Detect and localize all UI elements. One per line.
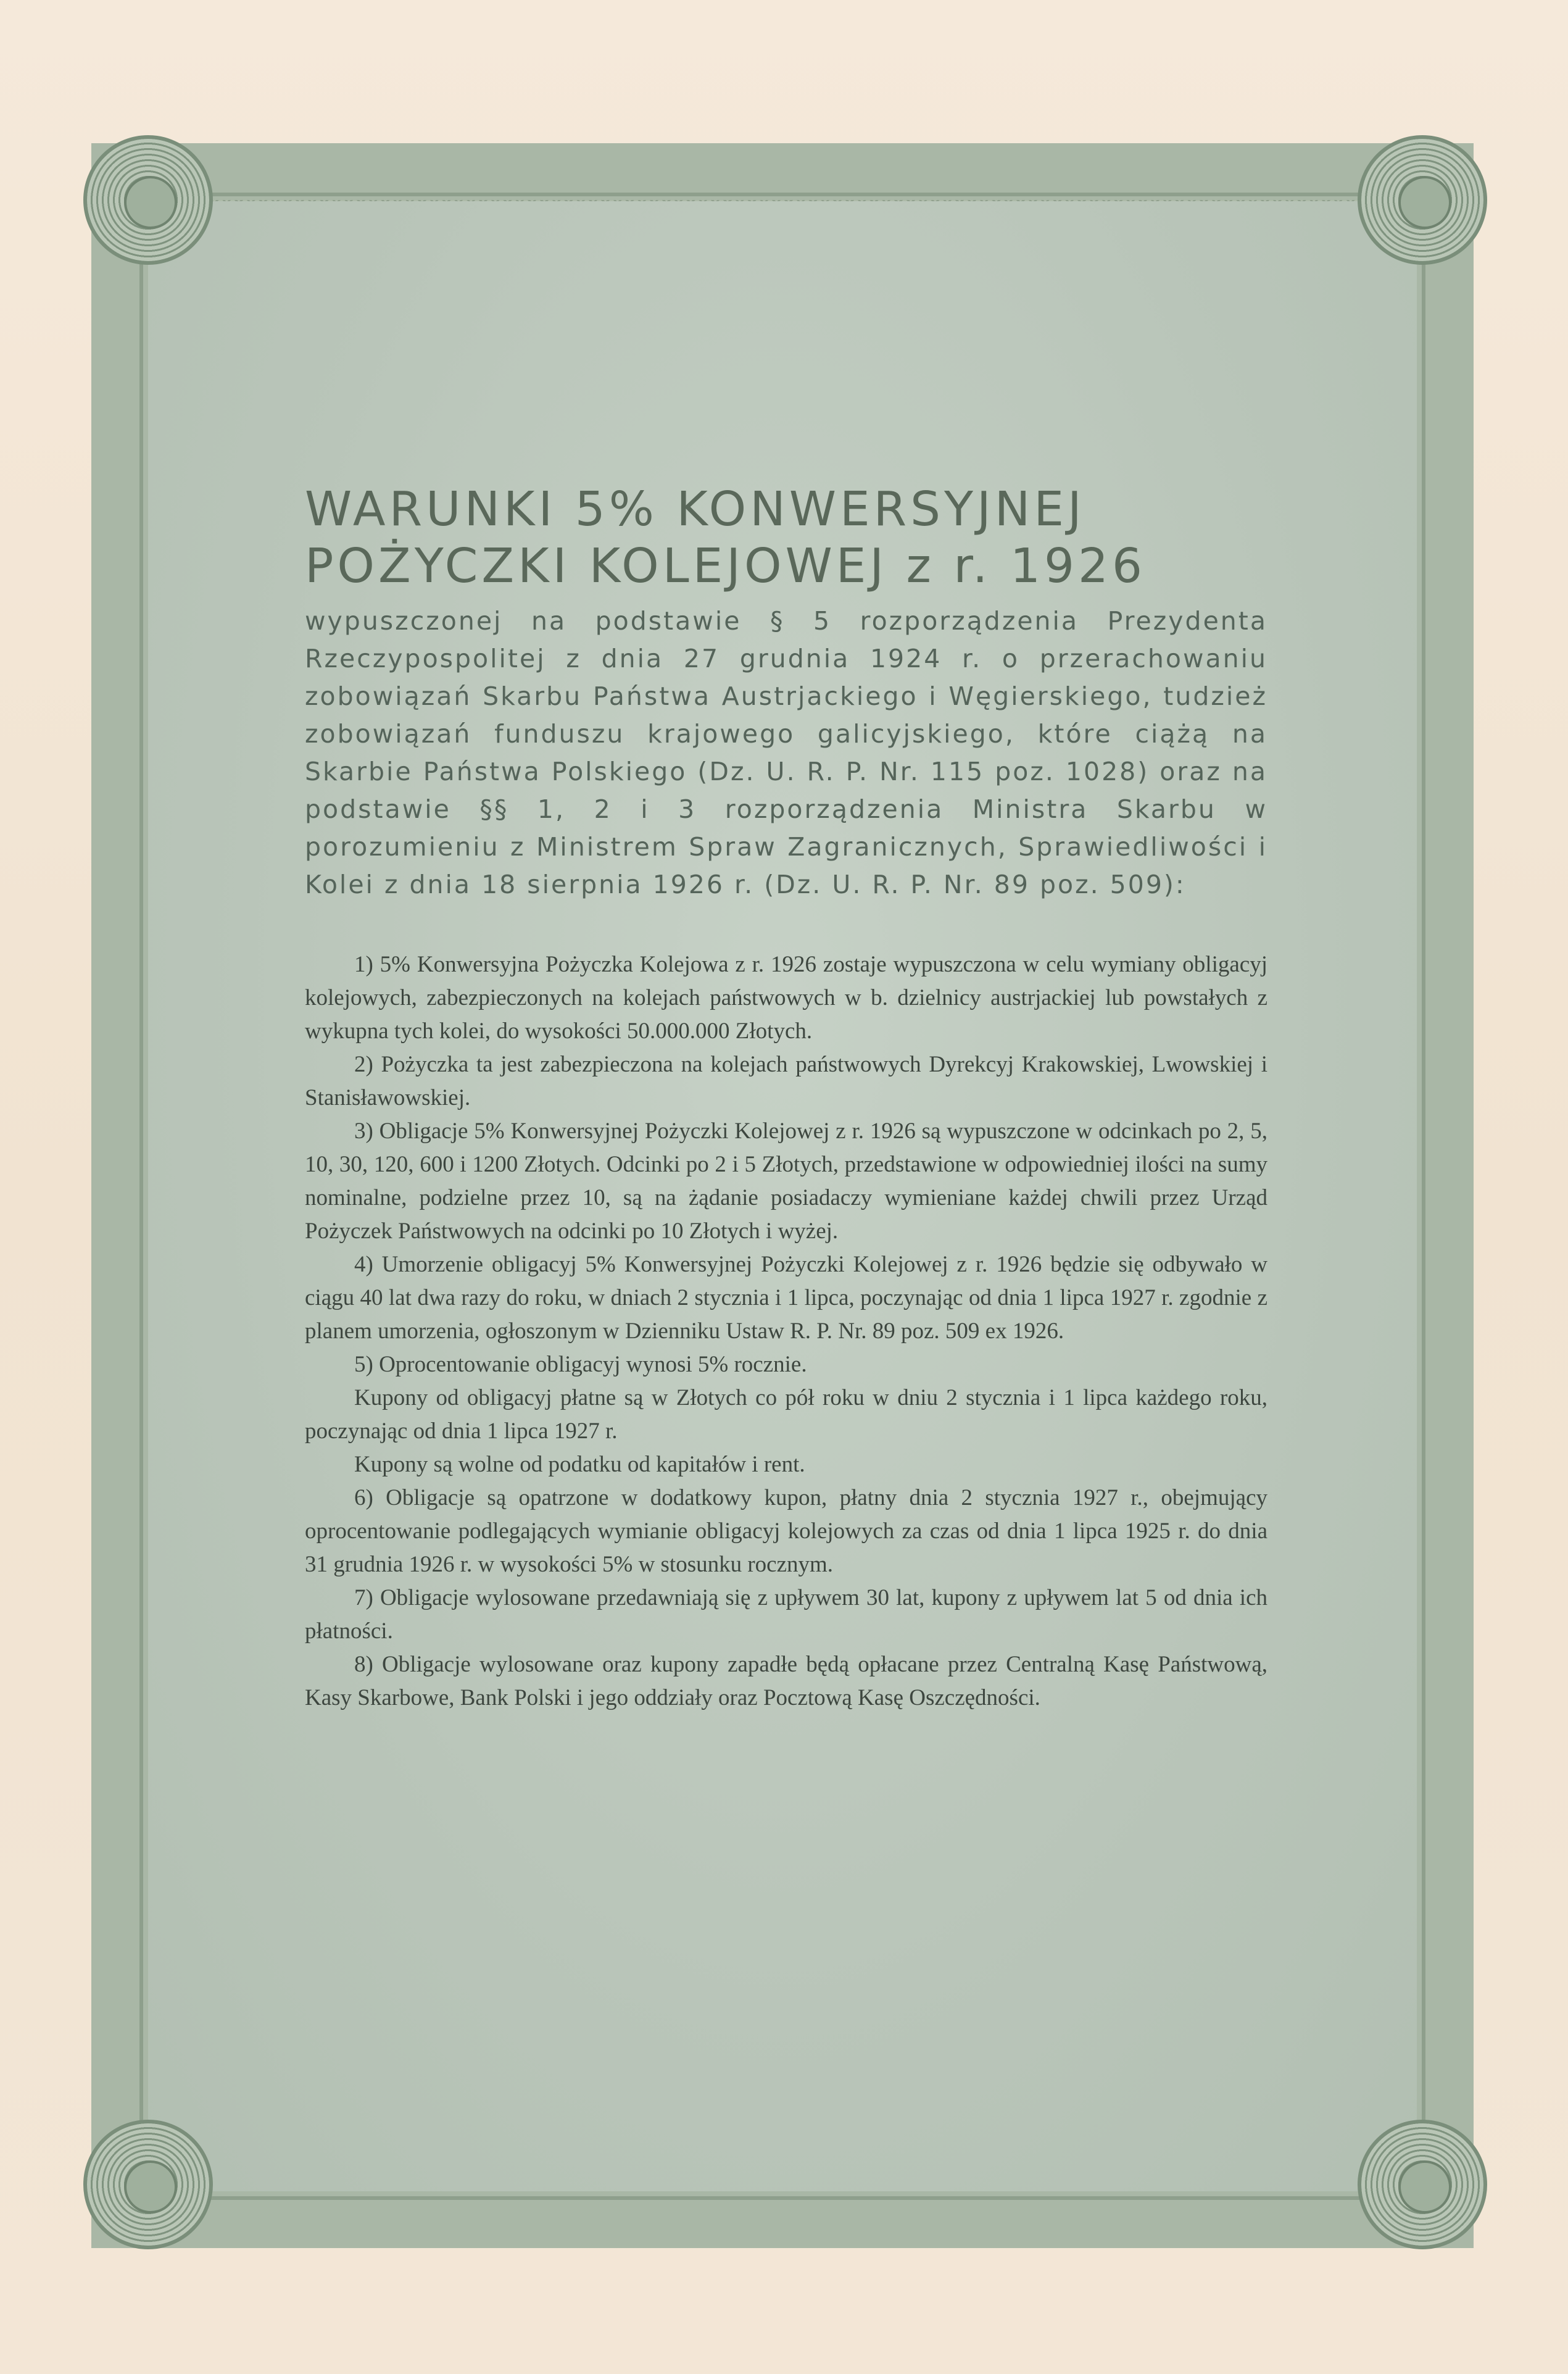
condition-paragraph: 8) Obligacje wylosowane oraz kupony zapadłe będą opłacane przez Centralną Kasę Państwową, Kasy Skarbowe, Bank Polski i jego oddziały oraz Pocztową Kasę Oszczędności.	[305, 1652, 1267, 1710]
corner-rosette-bottom-right	[1358, 2120, 1487, 2249]
conditions-list	[305, 948, 1267, 1715]
condition-paragraph: 7) Obligacje wylosowane przedawniają się z upływem 30 lat, kupony z upływem lat 5 od dnia ich płatności.	[305, 1585, 1267, 1644]
corner-rosette-top-left	[83, 135, 213, 265]
condition-paragraph: 6) Obligacje są opatrzone w dodatkowy kupon, płatny dnia 2 stycznia 1927 r., obejmujący oprocentowanie podlegających wymianie obligacyj kolejowych za czas od dnia 1 lipca 1925 r. do dnia 31 grudnia 1926 r. w wysokości 5% w stosunku rocznym.	[305, 1485, 1267, 1577]
corner-rosette-bottom-left	[83, 2120, 213, 2249]
condition-paragraph: 1) 5% Konwersyjna Pożyczka Kolejowa z r. 1926 zostaje wypuszczona w celu wymiany obligacyj kolejowych, zabezpieczonych na kolejach państwowych w b. dzielnicy austrjackiej lub powstałych z wykupna tych kolei, do wysokości 50.000.000 Złotych.	[305, 952, 1267, 1044]
document-title	[305, 481, 1267, 595]
condition-paragraph: Kupony są wolne od podatku od kapitałów i rent.	[354, 1452, 805, 1477]
condition-paragraph: 4) Umorzenie obligacyj 5% Konwersyjnej Pożyczki Kolejowej z r. 1926 będzie się odbywało w ciągu 40 lat dwa razy do roku, w dniach 2 stycznia i 1 lipca, poczynając od dnia 1 lipca 1927 r. zgodnie z planem umorzenia, ogłoszonym w Dzienniku Ustaw R. P. Nr. 89 poz. 509 ex 1926.	[305, 1252, 1267, 1344]
condition-paragraph: Kupony od obligacyj płatne są w Złotych co pół roku w dniu 2 stycznia i 1 lipca każdego roku, poczynając od dnia 1 lipca 1927 r.	[305, 1385, 1267, 1444]
condition-paragraph: 5) Oprocentowanie obligacyj wynosi 5% rocznie.	[354, 1352, 807, 1377]
corner-rosette-top-right	[1358, 135, 1487, 265]
title-line-1: WARUNKI 5% KONWERSYJNEJ	[305, 482, 1085, 537]
title-line-2: POŻYCZKI KOLEJOWEJ z r. 1926	[305, 539, 1146, 594]
condition-paragraph: 2) Pożyczka ta jest zabezpieczona na kolejach państwowych Dyrekcyj Krakowskiej, Lwowskiej i Stanisławowskiej.	[305, 1052, 1267, 1110]
intro-paragraph: wypuszczonej na podstawie § 5 rozporządzenia Prezydenta Rzeczypospolitej z dnia 27 grudnia 1924 r. o przerachowaniu zobowiązań Skarbu Państwa Austrjackiego i Węgierskiego, tudzież zobowiązań funduszu krajowego galicyjskiego, które ciążą na Skarbie Państwa Polskiego (Dz. U. R. P. Nr. 115 poz. 1028) oraz na podstawie §§ 1, 2 i 3 rozporządzenia Ministra Skarbu w porozumieniu z Ministrem Spraw Zagranicznych, Sprawiedliwości i Kolei z dnia 18 sierpnia 1926 r. (Dz. U. R. P. Nr. 89 poz. 509):	[305, 606, 1267, 899]
document-content	[305, 481, 1267, 1715]
condition-paragraph: 3) Obligacje 5% Konwersyjnej Pożyczki Kolejowej z r. 1926 są wypuszczone w odcinkach po 2, 5, 10, 30, 120, 600 i 1200 Złotych. Odcinki po 2 i 5 Złotych, przedstawione w odpowiedniej ilości na sumy nominalne, podzielne przez 10, są na żądanie posiadaczy wymieniane każdej chwili przez Urząd Pożyczek Państwowych na odcinki po 10 Złotych i wyżej.	[305, 1118, 1267, 1244]
